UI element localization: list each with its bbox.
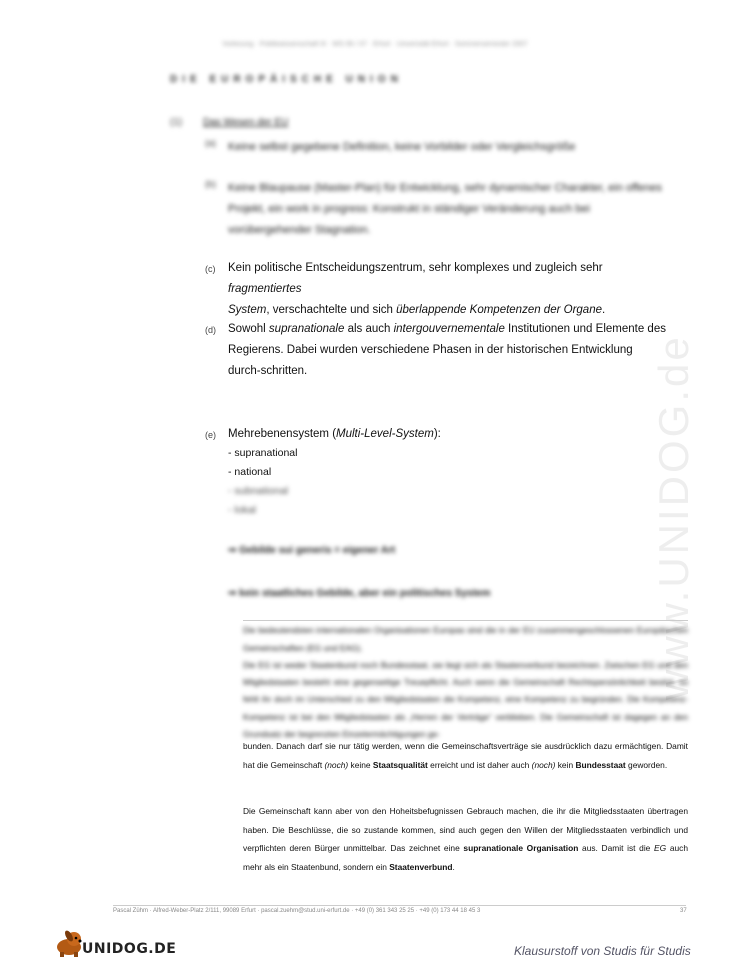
section-title: DIE EUROPÄISCHE UNION xyxy=(170,74,403,85)
item-a-label: (a) xyxy=(205,138,216,148)
item-d-text: Sowohl supranationale als auch intergouvernementale Institutionen und Elemente des Regierens. Dabei wurden verschiedene Phasen in der historischen Entwicklung durch-schritten. xyxy=(228,323,666,377)
roman-title: Das Wesen der EU xyxy=(203,117,289,128)
item-e-label: (e) xyxy=(205,430,216,440)
quote-box-divider xyxy=(243,620,688,621)
roman-label: (1) xyxy=(170,117,183,128)
item-b-text: Keine Blaupause (Master-Plan) für Entwicklung, sehr dynamischer Charakter, ein offenes Projekt, ein work in progress: Konstrukt in ständiger Veränderung auch bei vorübergehender Stagnation. xyxy=(228,182,662,236)
footer-author: Pascal Zühm · Alfred-Weber-Platz 2/111, 99089 Erfurt · pascal.zuehm@stud.uni-erfurt.de · +49 (0) 361 343 25 25 · +49 (0) 173 44 18 45 3 xyxy=(113,908,481,914)
logo-text[interactable]: UNIDOG.DE xyxy=(82,941,177,957)
item-d-label: (d) xyxy=(205,325,216,335)
quote-paragraph-2: Die EG ist weder Staatenbund noch Bundesstaat, sie liegt sich als Staatenverbund bezeichnen. Zwischen EG und den Mitgliedstaaten besteht eine gegenseitige Treuepflicht. Auch wenn die Gemeinschaft Rechtspersönlichkeit besitzt, so fehlt ihr doch im Unterschied zu den Mitgliedstaaten die Kompetenz, eine Kompetenz zu begründen. Die Kompetenz-Kompetenz ist bei den Mitgliedstaaten als „Herren der Verträge“ verblieben. Die Gemeinschaft ist dagegen an den Grundsatz der begrenzten Einzelermächtigungen ge- xyxy=(243,660,688,739)
item-a-text: Keine selbst gegebene Definition, keine Vorbilder oder Vergleichsgröße xyxy=(228,141,576,153)
dog-logo-icon xyxy=(52,928,86,963)
watermark: www.UNIDOG.de xyxy=(650,334,697,700)
level-item: - lokal xyxy=(228,504,257,516)
level-item: - subnational xyxy=(228,485,289,497)
item-c-label: (c) xyxy=(205,264,216,274)
conclusion-sui-generis: ⇒ Gebilde sui generis = eigener Art xyxy=(228,545,396,556)
quote-paragraph-1: Die bedeutendsten internationalen Organisationen Europas sind die in der EU zusammengeschlossenen Europäischen Gemeinschaften (EG und EAG). xyxy=(243,625,688,653)
item-e-text: Mehrebenensystem (Multi-Level-System): xyxy=(228,428,441,440)
quote-paragraph-3: bunden. Danach darf sie nur tätig werden, wenn die Gemeinschaftsverträge sie ausdrücklich dazu ermächtigen. Damit hat die Gemeinschaft (noch) keine Staatsqualität erreicht und ist daher auch (noch) kein Bundesstaat geworden. xyxy=(243,741,688,770)
level-item: - supranational xyxy=(228,447,298,459)
item-c-text: Kein politische Entscheidungszentrum, sehr komplexes und zugleich sehr fragmentiertes System, verschachtelte und sich überlappende Kompetenzen der Organe. xyxy=(228,262,606,316)
slogan: Klausurstoff von Studis für Studis xyxy=(514,944,691,958)
running-header: Vorlesung · Politikwissenschaft III · WS 06 / 07 · Erfurt · Universität Erfurt · Sommersemester 2007 xyxy=(222,41,528,48)
page-number: 37 xyxy=(680,908,687,914)
conclusion-political-system: ⇒ kein staatliches Gebilde, aber ein politisches System xyxy=(228,588,491,599)
footer-divider xyxy=(113,905,686,906)
level-item: - national xyxy=(228,466,272,478)
item-b-label: (b) xyxy=(205,179,216,189)
quote-paragraph-4: Die Gemeinschaft kann aber von den Hoheitsbefugnissen Gebrauch machen, die ihr die Mitgliedsstaaten übertragen haben. Die Beschlüsse, die so zustande kommen, sind auch gegen den Willen der Mitgliedsstaaten verbindlich und verpflichten deren Bürger unmittelbar. Das zeichnet eine supranationale Organisation aus. Damit ist die EG auch mehr als ein Staatenbund, sondern ein Staatenverbund. xyxy=(243,806,689,872)
